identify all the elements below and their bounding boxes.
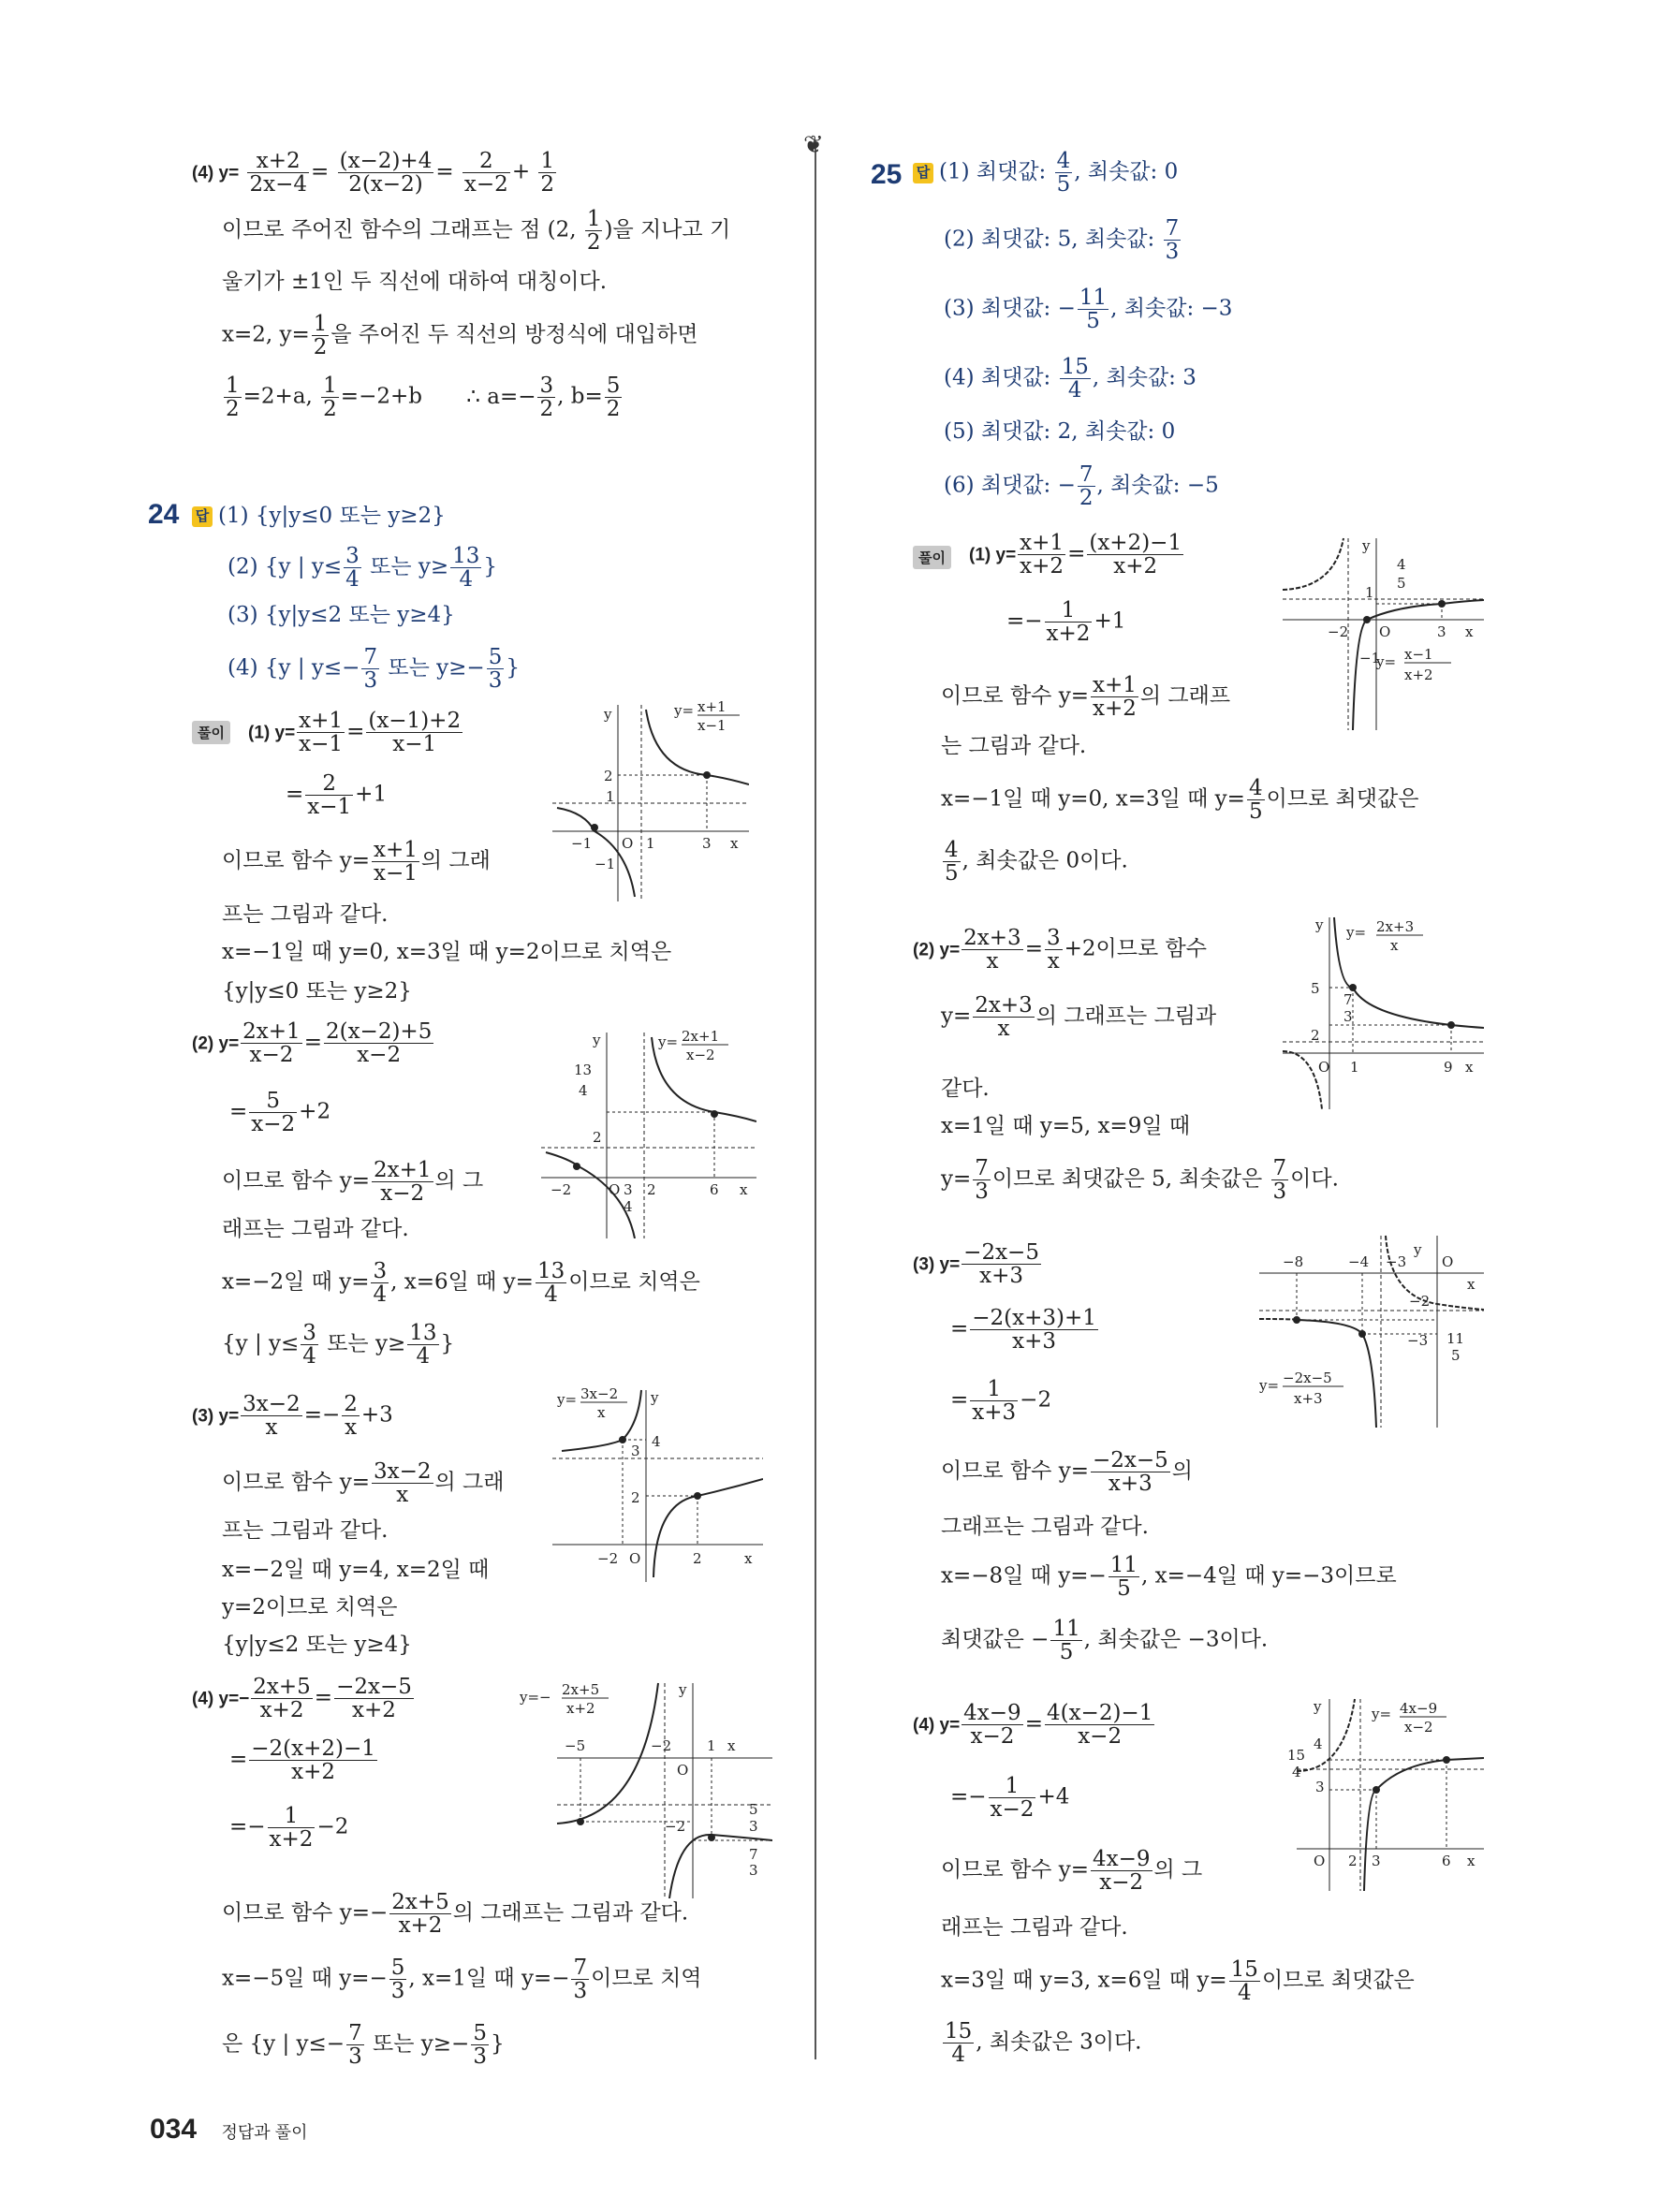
svg-text:6: 6 [1442,1853,1451,1869]
s25-1-eq2: =− $\frac{1}{x+2}$ +1 [1006,598,1126,647]
svg-text:3: 3 [1437,623,1446,640]
s25-3-t1: 이므로 함수 y= $\frac{-2x-5}{x+3}$ 의 [941,1448,1193,1497]
svg-text:−2x−5: −2x−5 [1283,1370,1332,1386]
svg-text:−1: −1 [1359,650,1381,667]
svg-text:−3: −3 [1386,1253,1407,1270]
svg-text:3: 3 [1315,1779,1325,1795]
s24-3-t3: x=−2일 때 y=4, x=2일 때 [222,1558,490,1582]
s25-2-t3: x=1일 때 y=5, x=9일 때 [941,1114,1191,1138]
svg-text:x: x [730,835,739,852]
svg-text:x+2: x+2 [1404,667,1433,683]
problem-number-25: 25 [871,159,903,190]
s25-2-eq1: (2) y= $\frac{2x+3}{x}$ = $\frac{3}{x}$ +2이므로 함수 [913,926,1207,974]
svg-text:x: x [1467,1853,1475,1869]
s24-2-eq2: = $\frac{5}{x-2}$ +2 [229,1089,331,1137]
s24-4-t1: 이므로 함수 y=− $\frac{2x+5}{x+2}$ 의 그래프는 그림과 같다. [222,1890,689,1939]
svg-text:O: O [1314,1853,1326,1869]
svg-text:x+1: x+1 [697,700,727,715]
s24-3-t4: y=2이므로 치역은 [222,1595,398,1619]
page-number: 034 [150,2114,198,2145]
s25-3-eq1: (3) y= $\frac{-2x-5}{x+3}$ [913,1240,1039,1289]
svg-text:y=: y= [1372,1706,1392,1722]
svg-text:x: x [1467,1276,1475,1293]
s24-4-eq2: = $\frac{-2(x+2)-1}{x+2}$ [229,1736,375,1785]
s24-4-eq3: =− $\frac{1}{x+2}$ −2 [229,1804,349,1853]
s24-4-t2: x=−5일 때 y=− $\frac{5}{3}$ , x=1일 때 y=− $\frac{7}{3}$ 이므로 치역 [222,1956,702,2004]
s25-3-eq3: = $\frac{1}{x+3}$ −2 [950,1377,1052,1426]
s24-1-t4: {y|y≤0 또는 y≥2} [222,979,412,1003]
svg-text:5: 5 [749,1801,758,1818]
s25-3-eq2: = $\frac{-2(x+3)+1}{x+3}$ [950,1306,1096,1355]
svg-text:y: y [593,1032,601,1048]
svg-text:4x−9: 4x−9 [1400,1700,1438,1717]
s25-3-t2: 그래프는 그림과 같다. [941,1515,1149,1539]
graph-25-1 [1283,534,1484,730]
svg-text:3: 3 [702,835,712,852]
graph-25-4 [1250,1694,1484,1891]
svg-text:−8: −8 [1283,1253,1304,1270]
graph-24-4 [520,1674,772,1898]
svg-text:−2: −2 [1409,1293,1431,1310]
svg-text:3x−2: 3x−2 [580,1385,619,1402]
s24-4-t3: 은 {y | y≤− $\frac{7}{3}$ 또는 y≥− $\frac{5}{3}$ } [222,2021,505,2070]
svg-text:2: 2 [1348,1853,1358,1869]
svg-text:x−1: x−1 [1404,646,1433,663]
s24-1-t2: 프는 그림과 같다. [222,902,389,927]
graph-24-3 [552,1385,763,1582]
answer-24-2: (2) {y | y≤ $\frac{3}{4}$ 또는 y≥ $\frac{13}{4}$ } [228,544,498,593]
svg-text:4: 4 [1314,1736,1323,1752]
s25-1-t4: $\frac{4}{5}$ , 최솟값은 0이다. [945,838,1128,886]
page-footer [150,2114,307,2146]
answer-25-4: (4) 최댓값: $\frac{15}{4}$ , 최솟값: 3 [944,355,1197,403]
svg-text:O: O [1442,1253,1454,1270]
svg-text:y=: y= [674,702,695,719]
svg-text:O: O [609,1181,621,1198]
svg-text:9: 9 [1444,1059,1453,1076]
s25-1-t2: 는 그림과 같다. [941,734,1087,758]
s24-3-t5: {y|y≤2 또는 y≥4} [222,1633,412,1657]
svg-text:x: x [1465,1059,1474,1076]
answer-24-4: (4) {y | y≤− $\frac{7}{3}$ 또는 y≥− $\frac{5}{3}$ } [228,645,520,694]
svg-text:3: 3 [1343,1008,1353,1025]
svg-text:y=−: y=− [520,1689,551,1706]
svg-text:11: 11 [1446,1330,1465,1347]
s25-4-t2: 래프는 그림과 같다. [941,1915,1128,1940]
svg-text:x−2: x−2 [1404,1719,1433,1736]
svg-text:2: 2 [604,768,613,784]
answer-24-3: (3) {y|y≤2 또는 y≥4} [228,603,455,627]
svg-text:y: y [1315,916,1324,933]
svg-text:1: 1 [1365,584,1374,601]
svg-text:15: 15 [1287,1747,1306,1764]
svg-text:y=: y= [658,1033,679,1050]
p23-4-line3: x=2, y= $\frac{1}{2}$ 을 주어진 두 직선의 방정식에 대입하면 [222,312,698,360]
answer-tag: 답 [192,506,213,527]
s25-1-t3: x=−1일 때 y=0, x=3일 때 y= $\frac{4}{5}$ 이므로 최댓값은 [941,776,1419,825]
graph-25-2 [1283,913,1484,1109]
svg-text:y=: y= [557,1391,578,1408]
graph-24-2 [541,1028,756,1238]
s25-1-eq1: (1) y= $\frac{x+1}{x+2}$ = $\frac{(x+2)-1}{x+2}$ [969,531,1182,579]
svg-text:−2: −2 [1328,623,1349,640]
s25-2-t4: y= $\frac{7}{3}$ 이므로 최댓값은 5, 최솟값은 $\frac{7}{3}$ 이다. [941,1156,1339,1205]
answer-tag: 답 [913,163,933,183]
svg-text:7: 7 [1343,991,1353,1008]
svg-text:2: 2 [593,1129,602,1146]
s24-2-t4: {y | y≤ $\frac{3}{4}$ 또는 y≥ $\frac{13}{4}$ } [222,1321,455,1370]
svg-text:2x+5: 2x+5 [562,1681,600,1698]
svg-text:y: y [1362,537,1371,554]
svg-text:x+3: x+3 [1294,1390,1323,1407]
answer-25-5: (5) 최댓값: 2, 최솟값: 0 [944,419,1176,444]
svg-text:y=: y= [1376,653,1397,670]
svg-text:x−1: x−1 [697,717,727,734]
s25-3-t4: 최댓값은 − $\frac{11}{5}$ , 최솟값은 −3이다. [941,1617,1269,1665]
answer-25-3: (3) 최댓값: − $\frac{11}{5}$ , 최솟값: −3 [944,286,1233,334]
s24-3-t1: 이므로 함수 y= $\frac{3x-2}{x}$ 의 그래 [222,1459,505,1508]
svg-text:2: 2 [647,1181,656,1198]
svg-text:2x+1: 2x+1 [682,1028,720,1045]
svg-text:2: 2 [1311,1027,1320,1044]
svg-text:O: O [677,1762,689,1779]
svg-text:3: 3 [1372,1853,1381,1869]
svg-text:4: 4 [624,1198,633,1215]
svg-text:2: 2 [693,1550,702,1567]
solution-tag-25: 풀이 [913,546,951,569]
svg-text:x: x [1465,623,1474,640]
s24-3-eq1: (3) y= $\frac{3x-2}{x}$ =− $\frac{2}{x}$ +3 [192,1392,393,1441]
answer-25-2: (2) 최댓값: 5, 최솟값: $\frac{7}{3}$ [944,216,1180,265]
p23-4-line2: 울기가 ±1인 두 직선에 대하여 대칭이다. [222,270,608,294]
svg-text:1: 1 [707,1737,716,1754]
s25-3-t3: x=−8일 때 y=− $\frac{11}{5}$ , x=−4일 때 y=−3이므로 [941,1553,1397,1602]
svg-text:4: 4 [1292,1764,1301,1780]
axis-label-y: y [604,706,612,723]
svg-text:13: 13 [574,1062,593,1078]
svg-text:y: y [1414,1241,1422,1258]
answer-25-6: (6) 최댓값: − $\frac{7}{2}$ , 최솟값: −5 [944,462,1219,511]
svg-text:x: x [597,1404,606,1421]
s24-3-t2: 프는 그림과 같다. [222,1518,389,1543]
svg-text:3: 3 [749,1818,758,1835]
column-divider [815,140,816,2059]
p23-4-line1: 이므로 주어진 함수의 그래프는 점 (2, $\frac{1}{2}$ )을 지나고 기 [222,207,731,256]
svg-text:6: 6 [710,1181,719,1198]
s24-2-t3: x=−2일 때 y= $\frac{3}{4}$ , x=6일 때 y= $\frac{13}{4}$ 이므로 치역은 [222,1259,700,1308]
s24-1-eq2: = $\frac{2}{x-1}$ +1 [286,771,388,820]
s25-4-eq2: =− $\frac{1}{x-2}$ +4 [950,1774,1070,1823]
graph-25-3 [1259,1231,1484,1428]
svg-text:y: y [1314,1698,1322,1715]
s25-1-t1: 이므로 함수 y= $\frac{x+1}{x+2}$ 의 그래프 [941,673,1231,722]
svg-text:x: x [740,1181,748,1198]
svg-text:O: O [1318,1059,1330,1076]
s25-4-t1: 이므로 함수 y= $\frac{4x-9}{x-2}$ 의 그 [941,1847,1203,1896]
s24-1-eq1: (1) y= $\frac{x+1}{x-1}$ = $\frac{(x-1)+2}{x-1}$ [248,709,462,757]
svg-text:−1: −1 [571,835,593,852]
svg-text:5: 5 [1311,980,1320,997]
svg-text:5: 5 [1451,1347,1461,1364]
svg-text:−2: −2 [597,1550,619,1567]
svg-text:y: y [651,1389,659,1406]
svg-text:y=: y= [1259,1377,1280,1394]
solution-tag: 풀이 [192,721,230,744]
svg-text:−4: −4 [1348,1253,1370,1270]
svg-text:2: 2 [631,1489,640,1506]
svg-text:1: 1 [606,788,615,805]
s24-1-t1: 이므로 함수 y= $\frac{x+1}{x-1}$ 의 그래 [222,838,491,886]
s24-4-eq1: (4) y=− $\frac{2x+5}{x+2}$ = $\frac{-2x-5}{x+2}$ [192,1675,412,1723]
svg-text:3: 3 [631,1443,640,1459]
problem-number-24: 24 [148,499,180,530]
p23-4-equation: (4) y= $\frac{x+2}{2x-4}$ = $\frac{(x-2)+4}{2(x-2)}$ = $\frac{2}{x-2}$ + $\frac{1}{2}$ [192,149,555,198]
s24-2-t1: 이므로 함수 y= $\frac{2x+1}{x-2}$ 의 그 [222,1158,484,1207]
svg-text:−2: −2 [651,1737,672,1754]
svg-text:4: 4 [579,1082,588,1099]
s25-2-t2: 같다. [941,1077,990,1101]
svg-text:−2: −2 [665,1818,686,1835]
s24-1-t3: x=−1일 때 y=0, x=3일 때 y=2이므로 치역은 [222,940,672,964]
s25-4-eq1: (4) y= $\frac{4x-9}{x-2}$ = $\frac{4(x-2)-1}{x-2}$ [913,1701,1153,1750]
svg-text:−2: −2 [551,1181,572,1198]
svg-text:O: O [629,1550,641,1567]
footer-title: 정답과 풀이 [221,2123,308,2142]
svg-text:−1: −1 [595,856,616,872]
svg-text:2x+3: 2x+3 [1376,918,1415,935]
svg-text:4: 4 [652,1433,661,1450]
graph-24-1 [552,700,749,901]
svg-text:7: 7 [749,1846,758,1863]
p23-4-line4: $\frac{1}{2}$ =2+a, $\frac{1}{2}$ =−2+b ∴ a=− $\frac{3}{2}$ , b= $\frac{5}{2}$ [226,374,621,422]
answer-25-1: 답 (1) 최댓값: $\frac{4}{5}$ , 최솟값: 0 [913,150,1178,196]
s25-2-t1: y= $\frac{2x+3}{x}$ 의 그래프는 그림과 [941,993,1217,1042]
svg-text:x+2: x+2 [566,1700,595,1717]
svg-text:4: 4 [1397,556,1406,573]
s24-2-eq1: (2) y= $\frac{2x+1}{x-2}$ = $\frac{2(x-2)+5}{x-2}$ [192,1019,433,1068]
svg-text:1: 1 [1350,1059,1359,1076]
svg-text:y=: y= [1346,924,1367,941]
svg-text:3: 3 [624,1181,633,1198]
svg-text:1: 1 [646,835,655,852]
svg-text:O: O [1379,623,1391,640]
svg-text:−3: −3 [1407,1332,1429,1349]
answer-24-1: 답 (1) {y|y≤0 또는 y≥2} [192,504,446,530]
s24-2-t2: 래프는 그림과 같다. [222,1217,409,1241]
svg-text:O: O [622,835,634,852]
svg-text:5: 5 [1397,575,1406,592]
s25-4-t3: x=3일 때 y=3, x=6일 때 y= $\frac{15}{4}$ 이므로 최댓값은 [941,1957,1415,2006]
svg-text:y: y [679,1681,687,1698]
svg-text:x−2: x−2 [686,1047,715,1063]
svg-text:3: 3 [749,1862,758,1879]
s25-4-t4: $\frac{15}{4}$ , 최솟값은 3이다. [945,2019,1142,2068]
svg-text:−5: −5 [565,1737,586,1754]
divider-ornament: ❦ [803,131,824,159]
svg-text:x: x [727,1737,736,1754]
svg-text:x: x [744,1550,753,1567]
svg-text:x: x [1390,937,1399,954]
